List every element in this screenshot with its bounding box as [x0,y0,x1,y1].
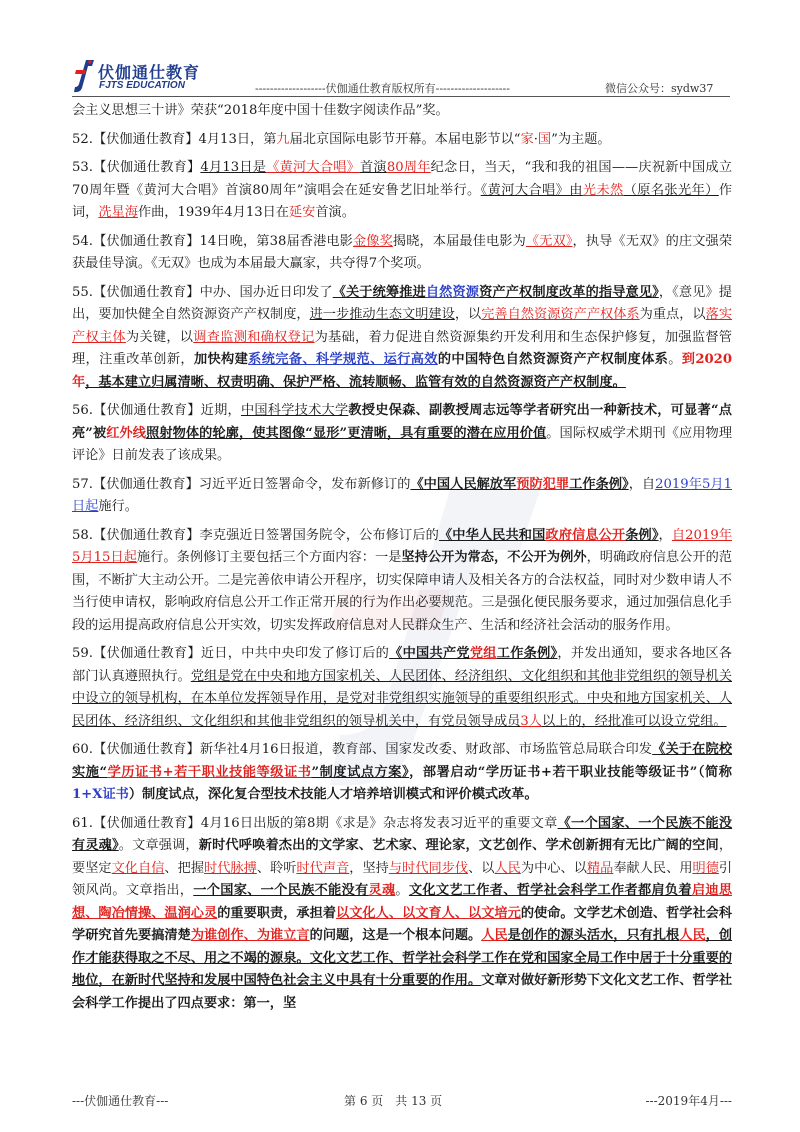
highlight-red: 完善自然资源资产产权体系 [481,307,640,322]
item-text: 施行。条例修订主要包括三个方面内容：一是 [136,550,402,565]
document-title: 条例》 [625,527,659,543]
document-title: 资产产权制度改革的指导意见》 [479,284,659,300]
highlight-red: 调查监测和确权登记 [193,329,315,345]
highlight-red: 九 [276,131,290,147]
highlight-red: 学历证书+若干职业技能等级证书 [107,764,312,780]
bold-text: 坚持公开为常态，不公开为例外 [401,550,587,565]
item-text: 纪念日，当天，“我和我的祖国——庆祝新中国成立70周年暨《黄河大合唱》首演80周年”演唱会在延安鲁艺旧址举行。 [72,160,733,198]
document-title: ”制度试点方案》 [311,764,410,780]
document-title: 《中华人民共和国 [438,527,546,543]
bold-text: ，部署启动“学历证书+若干职业技能等级证书”（简称 [409,764,732,780]
highlight-red: 人民 [679,928,706,943]
underlined-text: 4月13日是 [200,160,267,175]
header-divider [72,96,730,97]
item-text: 61.【伏伽通仕教育】4月16日出版的第8期《求是》杂志将发表习近平的重要文章 [72,815,558,831]
highlight-red: 冼星海 [98,205,138,220]
item-text: 59.【伏伽通仕教育】近日，中共中央印发了修订后的 [72,646,390,661]
item-text: 。 [668,352,682,367]
highlight-blue: 系统完备、科学规范、运行高效 [248,352,438,367]
bold-text: 文学艺术创造、哲学社会科学研究首先要搞清楚 [72,905,733,943]
highlight-red: 时代脉搏 [204,860,257,876]
item-text: ，《意见》提出，要加快健全自然资源资产产权制度， [72,284,732,322]
highlight-red: 《无双》 [525,233,573,249]
item-text: ，明确政府信息公开的范围，不断扩大主动公开。二是完善依申请公开程序，切实保障申请人及相关各方的合法权益，同时对少数申请人不当行使申请权，影响政府信息公开工作正常开展的行为作出必要规范。三是强化便民服务要求，通过加强信息化手段的运用提高政府信息公开实效，切实发挥政府信息对人民群众生产、生活和经济社会活动的服务作用。 [72,550,733,633]
highlight-red: 家 [520,131,534,147]
bold-text: 照射物体的轮廓，使其图像“显形”更清晰，具有重要的潜在应用价值 [146,425,547,441]
item-text: 、把握 [164,860,205,876]
item-text: 。 [395,883,409,898]
wechat-account: 微信公众号：sydw37 [605,82,714,95]
fjts-logo-icon [72,58,96,94]
item-text: 施行。 [98,499,138,514]
news-item-51 [72,100,732,123]
footer-date: ---2019年4月--- [645,1094,732,1108]
highlight-red: 与时代同步伐 [388,860,469,876]
news-item-58 [72,525,732,638]
item-text: 54.【伏伽通仕教育】14日晚，第38届香港电影 [72,233,353,249]
underlined-text: 党组是党在中央和地方国家机关、人民团体、经济组织、文化组织和其他非党组织的领导机关中设立的领导机构，在本单位发挥领导作用，是党对非党组织实施领导的重要组织形式。 [72,668,733,706]
highlight-red: 红外线 [106,425,147,441]
item-text: ，要坚定 [72,838,733,876]
item-text: 、以 [468,860,495,876]
highlight-red: 时代声音 [296,860,350,876]
document-title: 《关于统筹推进 [332,284,426,300]
highlight-red: 为谁创作、为谁立言 [190,928,310,943]
item-text: 为重点，以 [639,307,706,322]
page-number: 第 6 页 共 13 页 [344,1094,443,1108]
bold-text: 文章对做好新形势下文化文艺工作、哲学社会科学工作提出了四点要求：第一，坚 [72,973,733,1011]
item-text: ，以 [454,307,482,322]
item-text: · [533,131,538,147]
underlined-text: 中国科学技术大学 [240,403,349,418]
highlight-blue: 自然资源 [425,284,480,300]
highlight-red: 国 [537,131,552,147]
bold-text: ）制度试点，深化复合型技术技能人才培养培训模式和评价模式改革。 [128,787,538,802]
item-text: 。文章强调， [118,838,199,853]
highlight-red: 金像奖 [352,233,393,249]
news-item-55 [72,282,732,395]
item-text: 60.【伏伽通仕教育】新华社4月16日报道，教育部、国家发改委、财政部、市场监管总局联合印发 [72,742,653,757]
brand-logo [72,58,212,96]
item-text: ，坚持 [349,860,389,876]
item-text: 52.【伏伽通仕教育】4月13日，第 [72,131,277,147]
highlight-red: 人民 [494,860,521,876]
page-footer [72,1092,732,1114]
bold-text: 加快构建 [193,352,249,367]
item-text: 届北京国际电影节开幕。本届电影节以“ [289,131,521,147]
highlight-red: 启迪思想、陶冶情操、温润心灵 [72,883,733,921]
news-item-59 [72,643,732,733]
highlight-red: 灵魂 [368,883,396,898]
item-text: 58.【伏伽通仕教育】李克强近日签署国务院令，公布修订后的 [72,527,439,543]
bold-text: 一个国家、一个民族不能没有 [193,883,369,898]
bold-text: ，创作才能获得取之不尽、用之不竭的源泉。 [72,928,733,966]
document-title: 《一个国家、一个民族不能没有灵魂》 [72,815,733,853]
news-item-57 [72,474,732,519]
document-title: 工作条例》 [496,646,558,661]
bold-text: 的使命。 [520,905,574,921]
item-text: 作词， [72,182,733,220]
underlined-text: 中央和地方国家机关、人民团体、经济组织、文化组织和其他非党组织的领导机关中，有党员领导成员 [72,691,733,729]
item-text: ，执导《无双》的庄文强荣获最佳导演。《无双》也成为本届最大赢家，共夺得7个奖项。 [72,233,733,271]
highlight-blue: 2019年5月1日起 [72,476,733,514]
bold-text: 教授史保森、副教授周志远等学者研究出一种新技术，可显著“点亮”被 [72,403,732,441]
item-text: 56.【伏伽通仕教育】近期， [72,403,241,418]
highlight-red: 党组 [469,646,497,661]
highlight-red: 3人 [520,713,542,729]
underlined-text: （原名张光年） [623,182,719,198]
item-text: 作曲，1939年4月13日在 [137,205,289,220]
item-text: 奉献人民、用 [613,860,693,876]
document-title: 《中国共产党 [389,646,470,661]
item-text: 揭晓，本届最佳电影为 [392,233,526,249]
highlight-red: 到2020年 [72,352,733,390]
document-title: 工作条例》 [569,476,629,492]
underlined-text: 进一步推动生态文明建设 [309,307,455,322]
bold-text: 文化文艺工作者、哲学社会科学工作者都肩负着 [408,883,692,898]
highlight-red: 人民 [481,928,508,943]
news-item-61 [72,813,732,1016]
highlight-red: 《黄河大合唱》 [266,160,361,175]
item-text: 53.【伏伽通仕教育】 [72,160,201,175]
underlined-text: 《黄河大合唱》由 [480,182,583,198]
document-title: 《关于在院校实施“ [72,742,733,780]
highlight-red: 预防犯罪 [516,476,570,492]
item-text: 为中心、以 [520,860,587,876]
news-item-56 [72,400,732,468]
highlight-red: 以文化人、以文育人、以文培元 [336,905,521,921]
bold-text: ，基本建立归属清晰、权责明确、保护严格、流转顺畅、监管有效的自然资源资产产权制度。 [85,374,626,390]
item-text: 、聆听 [256,860,297,876]
news-item-54 [72,231,732,276]
news-item-53 [72,157,732,225]
copyright-notice: -------------------伏伽通仕教育版权所有-------------------- [255,82,510,95]
highlight-red: 光未然 [582,182,624,198]
highlight-red: 政府信息公开 [545,527,626,543]
bold-text: 的中国特色自然资源资产产权制度体系 [437,352,669,367]
item-text: 。国际权威学术期刊《应用物理评论》日前发表了该成果。 [72,425,733,463]
logo-english-name: FJTS EDUCATION [99,80,185,91]
highlight-red: 文化自信 [111,860,165,876]
bold-text: 的重要职责，承担着 [217,905,337,921]
highlight-red: 80周年 [386,160,431,175]
footer-brand: ---伏伽通仕教育--- [72,1094,169,1108]
underlined-text: 以上的，经批准可以设立党组。 [541,713,727,729]
article-body [72,100,732,1021]
item-text: 引领风尚。文章指出， [72,860,733,898]
item-text: ”为主题。 [551,131,611,147]
item-text: 为基础，着力促进自然资源集约开发利用和生态保护修复，加强监督管理，注重改革创新， [72,329,733,367]
highlight-red: 明德 [692,860,719,876]
highlight-red: 精品 [586,860,614,876]
item-text: 为关键，以 [125,329,194,345]
item-text: 会主义思想三十讲》荣获“2018年度中国十佳数字阅读作品”奖。 [72,103,449,118]
highlight-red: 延安 [288,205,316,220]
bold-text: 新时代呼唤着杰出的文学家、艺术家、理论家，文艺创作、学术创新拥有无比广阔的空间 [198,838,719,853]
document-title: 《中国人民解放军 [410,476,517,492]
item-text: 首演。 [315,205,355,220]
highlight-red: 自2019年5月15日起 [72,527,733,565]
item-text: ， [658,527,672,543]
item-text: ，并发出通知，要求各地区各部门认真遵照执行。 [72,646,732,684]
bold-text: 是创作的源头活水，只有扎根 [507,928,680,943]
page-header [0,0,800,96]
news-item-60 [72,739,732,807]
item-text: 57.【伏伽通仕教育】习近平近日签署命令，发布新修订的 [72,476,411,492]
bold-text: 的问题，这是一个根本问题。 [309,928,482,943]
logo-chinese-name: 伏伽通仕教育 [98,63,201,82]
underlined-text: 首演 [360,160,387,175]
bold-text: 文化文艺工作、哲学社会科学工作在党和国家全局工作中居于十分重要的地位，在新时代坚持和发展中国特色社会主义中具有十分重要的作用。 [72,950,733,988]
item-text: ，自 [628,476,656,492]
highlight-red: 落实产权主体 [72,307,733,345]
highlight-blue: 1+X证书 [72,787,129,802]
news-item-52 [72,129,732,152]
item-text: 55.【伏伽通仕教育】中办、国办近日印发了 [72,284,333,300]
